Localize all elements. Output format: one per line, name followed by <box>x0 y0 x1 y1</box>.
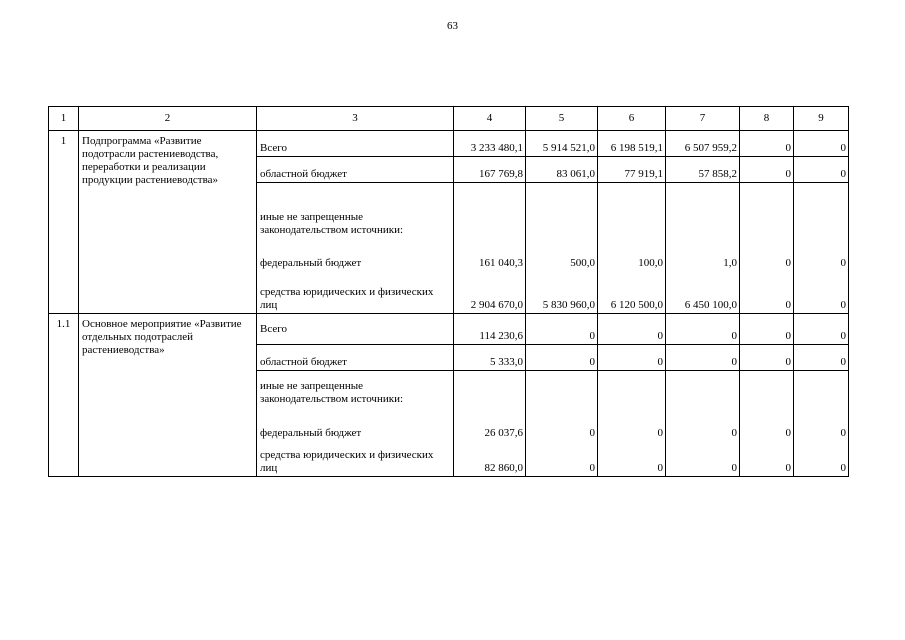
value-cell <box>598 183 666 239</box>
header-cell: 5 <box>526 107 598 131</box>
value-cell: 0 <box>794 441 849 477</box>
value-cell: 0 <box>740 157 794 183</box>
header-cell: 3 <box>257 107 454 131</box>
value-cell: 57 858,2 <box>666 157 740 183</box>
value-cell: 114 230,6 <box>454 314 526 345</box>
value-cell: 1,0 <box>666 239 740 271</box>
value-cell: 0 <box>794 271 849 314</box>
value-cell: 5 914 521,0 <box>526 131 598 157</box>
value-cell: 0 <box>740 271 794 314</box>
value-cell <box>740 371 794 408</box>
value-cell: 0 <box>794 239 849 271</box>
value-cell <box>526 183 598 239</box>
header-cell: 1 <box>49 107 79 131</box>
value-cell <box>740 183 794 239</box>
value-cell: 0 <box>740 239 794 271</box>
value-cell <box>794 371 849 408</box>
value-cell: 0 <box>598 441 666 477</box>
funding-source: Всего <box>257 131 454 157</box>
row-number: 1.1 <box>49 314 79 477</box>
value-cell: 6 198 519,1 <box>598 131 666 157</box>
value-cell: 0 <box>740 345 794 371</box>
value-cell: 0 <box>794 131 849 157</box>
value-cell: 100,0 <box>598 239 666 271</box>
value-cell <box>526 371 598 408</box>
funding-source: областной бюджет <box>257 157 454 183</box>
value-cell: 0 <box>598 314 666 345</box>
funding-source: федеральный бюджет <box>257 239 454 271</box>
value-cell: 0 <box>666 408 740 441</box>
value-cell <box>454 183 526 239</box>
budget-table <box>48 106 849 477</box>
value-cell: 3 233 480,1 <box>454 131 526 157</box>
value-cell: 167 769,8 <box>454 157 526 183</box>
value-cell: 77 919,1 <box>598 157 666 183</box>
value-cell: 6 507 959,2 <box>666 131 740 157</box>
value-cell: 0 <box>740 441 794 477</box>
header-cell: 9 <box>794 107 849 131</box>
funding-source: иные не запрещенные законодательством источники: <box>257 371 454 408</box>
value-cell <box>666 371 740 408</box>
value-cell: 0 <box>666 345 740 371</box>
value-cell: 0 <box>598 345 666 371</box>
value-cell: 0 <box>526 314 598 345</box>
value-cell: 0 <box>526 408 598 441</box>
value-cell <box>666 183 740 239</box>
value-cell: 2 904 670,0 <box>454 271 526 314</box>
funding-source: средства юридических и физических лиц <box>257 271 454 314</box>
value-cell <box>454 371 526 408</box>
header-cell: 4 <box>454 107 526 131</box>
value-cell: 83 061,0 <box>526 157 598 183</box>
value-cell: 0 <box>794 157 849 183</box>
value-cell: 0 <box>740 314 794 345</box>
value-cell: 0 <box>740 131 794 157</box>
value-cell: 0 <box>794 408 849 441</box>
value-cell: 500,0 <box>526 239 598 271</box>
page-number: 63 <box>447 20 458 32</box>
header-cell: 7 <box>666 107 740 131</box>
value-cell: 0 <box>666 441 740 477</box>
funding-source: иные не запрещенные законодательством источники: <box>257 183 454 239</box>
value-cell: 6 120 500,0 <box>598 271 666 314</box>
funding-source: Всего <box>257 314 454 345</box>
value-cell <box>794 183 849 239</box>
value-cell <box>598 371 666 408</box>
table-row <box>49 314 849 345</box>
header-cell: 8 <box>740 107 794 131</box>
value-cell: 0 <box>526 441 598 477</box>
header-cell: 2 <box>79 107 257 131</box>
value-cell: 0 <box>740 408 794 441</box>
value-cell: 0 <box>794 345 849 371</box>
value-cell: 161 040,3 <box>454 239 526 271</box>
value-cell: 5 830 960,0 <box>526 271 598 314</box>
value-cell: 82 860,0 <box>454 441 526 477</box>
table-row <box>49 131 849 157</box>
header-cell: 6 <box>598 107 666 131</box>
value-cell: 0 <box>666 314 740 345</box>
value-cell: 0 <box>598 408 666 441</box>
funding-source: федеральный бюджет <box>257 408 454 441</box>
funding-source: областной бюджет <box>257 345 454 371</box>
row-number: 1 <box>49 131 79 314</box>
value-cell: 0 <box>794 314 849 345</box>
value-cell: 0 <box>526 345 598 371</box>
header-row <box>49 107 849 131</box>
funding-source: средства юридических и физических лиц <box>257 441 454 477</box>
value-cell: 5 333,0 <box>454 345 526 371</box>
program-name: Подпрограмма «Развитие подотрасли растениеводства, переработки и реализации продукции растениеводства» <box>79 131 257 314</box>
value-cell: 26 037,6 <box>454 408 526 441</box>
value-cell: 6 450 100,0 <box>666 271 740 314</box>
program-name: Основное мероприятие «Развитие отдельных подотраслей растениеводства» <box>79 314 257 477</box>
